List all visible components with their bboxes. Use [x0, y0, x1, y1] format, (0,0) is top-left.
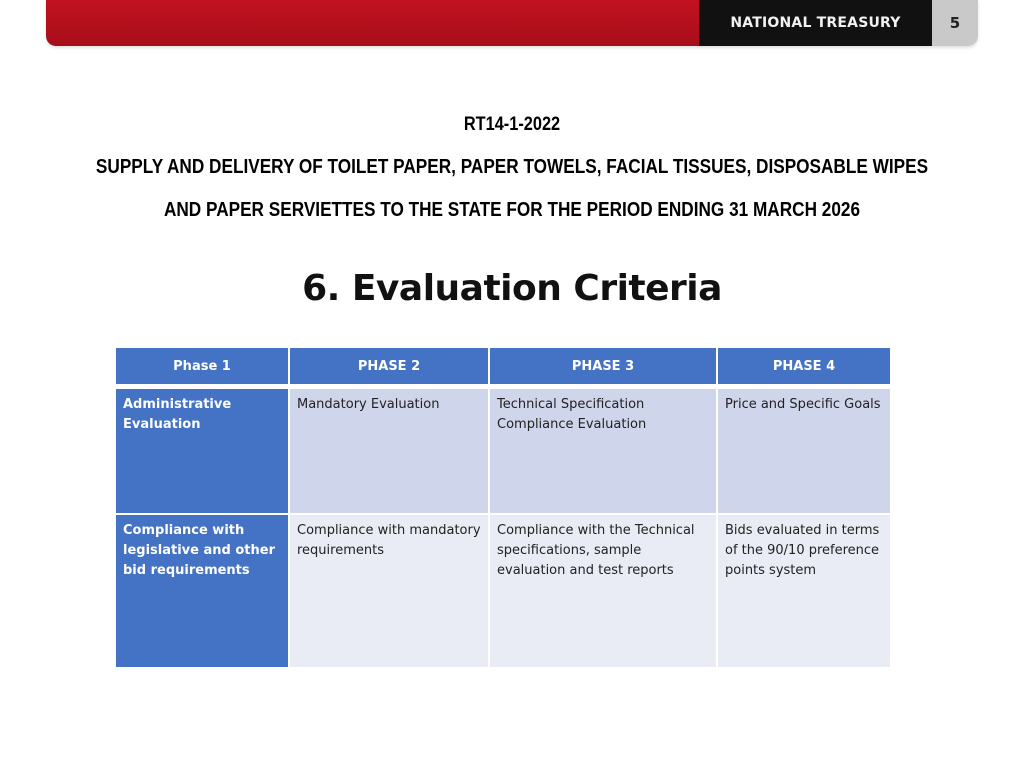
- evaluation-criteria-table: [114, 346, 892, 669]
- cell-text: Bids evaluated in terms of the 90/10 preference points system: [725, 523, 880, 578]
- page-number-block: [932, 0, 978, 46]
- table-cell: [717, 388, 891, 514]
- cell-text: Technical Specification Compliance Evaluation: [497, 397, 647, 432]
- section-title: 6. Evaluation Criteria: [302, 268, 722, 309]
- document-reference: RT14-1-2022: [463, 114, 561, 135]
- table-header-row: [115, 347, 891, 385]
- top-banner: [46, 0, 978, 46]
- table-cell: [489, 388, 717, 514]
- header-phase-3: PHASE 3: [489, 347, 717, 385]
- header-phase-1: Phase 1: [115, 347, 289, 385]
- table-row: [115, 514, 891, 668]
- cell-text: Compliance with legislative and other bid requirements: [123, 523, 275, 578]
- table-cell: [717, 514, 891, 668]
- banner-red-bar: [46, 0, 699, 46]
- table-row: [115, 388, 891, 514]
- org-name: NATIONAL TREASURY: [730, 15, 901, 31]
- page-number: 5: [949, 14, 961, 32]
- cell-text: Mandatory Evaluation: [297, 397, 440, 412]
- table-cell: [489, 514, 717, 668]
- cell-text: Compliance with mandatory requirements: [297, 523, 481, 558]
- banner-org-block: [699, 0, 932, 46]
- table-cell: [289, 388, 489, 514]
- table-cell: [289, 514, 489, 668]
- header-phase-2: PHASE 2: [289, 347, 489, 385]
- cell-text: Price and Specific Goals: [725, 397, 881, 412]
- document-title-line-1: SUPPLY AND DELIVERY OF TOILET PAPER, PAPER TOWELS, FACIAL TISSUES, DISPOSABLE WIPES: [95, 156, 929, 178]
- cell-text: Compliance with the Technical specifications, sample evaluation and test reports: [497, 523, 695, 578]
- row-label-cell: [115, 514, 289, 668]
- header-phase-4: PHASE 4: [717, 347, 891, 385]
- cell-text: Administrative Evaluation: [123, 397, 232, 432]
- document-title-line-2: AND PAPER SERVIETTES TO THE STATE FOR THE PERIOD ENDING 31 MARCH 2026: [163, 199, 861, 221]
- row-label-cell: [115, 388, 289, 514]
